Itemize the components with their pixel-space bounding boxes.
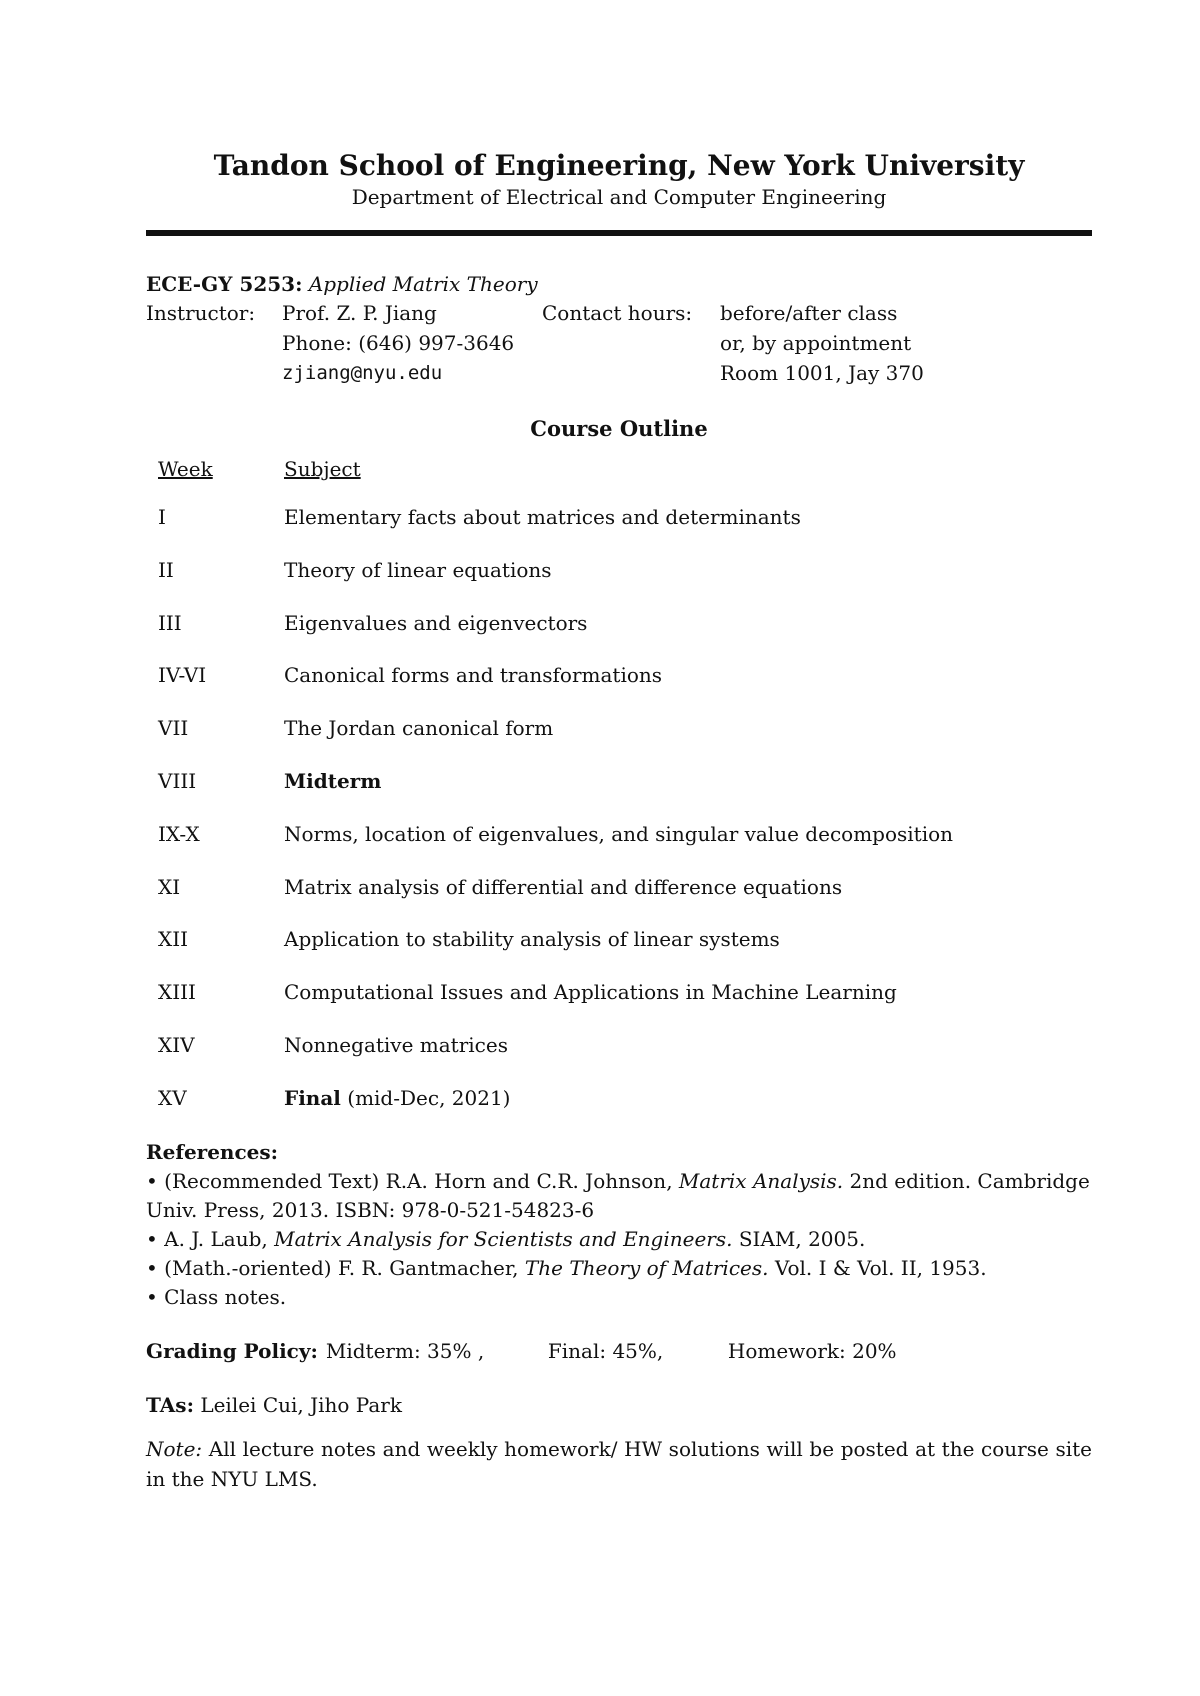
reference-item: • (Math.-oriented) F. R. Gantmacher, The Theory of Matrices. Vol. I & Vol. II, 1953.	[146, 1255, 987, 1280]
tas-line	[146, 1390, 1092, 1420]
final-date: (mid-Dec, 2021)	[347, 1085, 511, 1110]
contact-hours-1: before/after class	[720, 301, 898, 325]
outline-row	[146, 555, 1092, 608]
week-number: XII	[158, 927, 189, 952]
outline-row	[146, 660, 1092, 713]
outline-table	[146, 502, 1092, 1136]
instructor-label: Instructor:	[146, 301, 256, 325]
note-paragraph	[146, 1434, 1092, 1494]
week-number: I	[158, 505, 166, 529]
outline-row	[146, 1030, 1092, 1083]
reference-item: • A. J. Laub, Matrix Analysis for Scientists and Engineers. SIAM, 2005.	[146, 1226, 866, 1251]
references-section	[146, 1138, 1092, 1312]
week-subject: Canonical forms and transformations	[284, 663, 663, 688]
reference-item: • (Recommended Text) R.A. Horn and C.R. Johnson, Matrix Analysis. 2nd edition. Cambridge Univ. Press, 2013. ISBN: 978-0-521-54823-6	[146, 1168, 1090, 1222]
outline-row	[146, 924, 1092, 977]
week-subject: Computational Issues and Applications in Machine Learning	[284, 980, 897, 1005]
reference-title: Matrix Analysis.	[678, 1168, 844, 1193]
contact-hours-2: or, by appointment	[720, 331, 912, 355]
course-line	[146, 270, 1092, 298]
grading-homework: Homework: 20%	[727, 1338, 897, 1363]
outline-row	[146, 766, 1092, 819]
outline-row	[146, 713, 1092, 766]
course-outline-title: Course Outline	[530, 416, 708, 441]
syllabus-page	[146, 148, 1092, 1494]
references-heading: References:	[146, 1139, 279, 1164]
final-label: Final	[284, 1085, 341, 1110]
outline-row	[146, 977, 1092, 1030]
outline-row	[146, 1083, 1092, 1136]
week-number: XIV	[158, 1032, 195, 1057]
week-number: VII	[158, 716, 189, 741]
grading-label: Grading Policy:	[146, 1338, 318, 1363]
instructor-block	[146, 298, 1092, 388]
contact-hours-3: Room 1001, Jay 370	[720, 361, 924, 385]
course-code: ECE-GY 5253:	[146, 272, 303, 296]
final-subject	[284, 1083, 1092, 1136]
week-number: IX-X	[158, 821, 200, 846]
week-subject: Application to stability analysis of linear systems	[284, 927, 780, 952]
reference-title: Matrix Analysis for Scientists and Engineers.	[274, 1226, 733, 1251]
reference-title: The Theory of Matrices.	[524, 1255, 769, 1280]
week-subject: Theory of linear equations	[284, 557, 552, 582]
outline-row	[146, 819, 1092, 872]
midterm-subject: Midterm	[284, 768, 382, 793]
week-subject: Eigenvalues and eigenvectors	[284, 610, 588, 635]
week-number: VIII	[158, 768, 197, 793]
outline-row	[146, 608, 1092, 661]
week-subject: Matrix analysis of differential and difference equations	[284, 874, 843, 899]
instructor-name: Prof. Z. P. Jiang	[282, 301, 437, 325]
outline-header	[146, 454, 1092, 484]
week-subject: Norms, location of eigenvalues, and singular value decomposition	[284, 821, 954, 846]
week-number: IV-VI	[158, 663, 207, 688]
header-rule	[146, 230, 1092, 236]
week-number: XI	[158, 874, 181, 899]
university-title: Tandon School of Engineering, New York University	[213, 149, 1025, 182]
note-text: All lecture notes and weekly homework/ HW solutions will be posted at the course site in the NYU LMS.	[146, 1436, 1092, 1491]
department-title: Department of Electrical and Computer Engineering	[351, 185, 887, 209]
contact-hours-label: Contact hours:	[542, 301, 693, 325]
grading-final: Final: 45%,	[547, 1338, 664, 1363]
instructor-phone: Phone: (646) 997-3646	[282, 331, 515, 355]
course-title: Applied Matrix Theory	[308, 272, 538, 296]
tas-label: TAs:	[146, 1392, 194, 1417]
subject-column-header: Subject	[284, 457, 361, 481]
grading-policy	[146, 1336, 1092, 1366]
outline-row	[146, 502, 1092, 555]
tas-names: Leilei Cui, Jiho Park	[200, 1392, 402, 1417]
outline-row	[146, 872, 1092, 925]
week-number: II	[158, 557, 174, 582]
week-number: III	[158, 610, 182, 635]
week-subject: Nonnegative matrices	[284, 1032, 508, 1057]
week-number: XV	[158, 1085, 187, 1110]
instructor-email[interactable]: zjiang@nyu.edu	[282, 362, 443, 384]
note-label: Note:	[146, 1436, 203, 1461]
week-number: XIII	[158, 980, 196, 1005]
grading-midterm: Midterm: 35% ,	[325, 1338, 485, 1363]
week-column-header: Week	[158, 457, 213, 481]
week-subject: The Jordan canonical form	[284, 716, 554, 741]
reference-item: • Class notes.	[146, 1284, 287, 1309]
week-subject: Elementary facts about matrices and determinants	[284, 505, 801, 529]
